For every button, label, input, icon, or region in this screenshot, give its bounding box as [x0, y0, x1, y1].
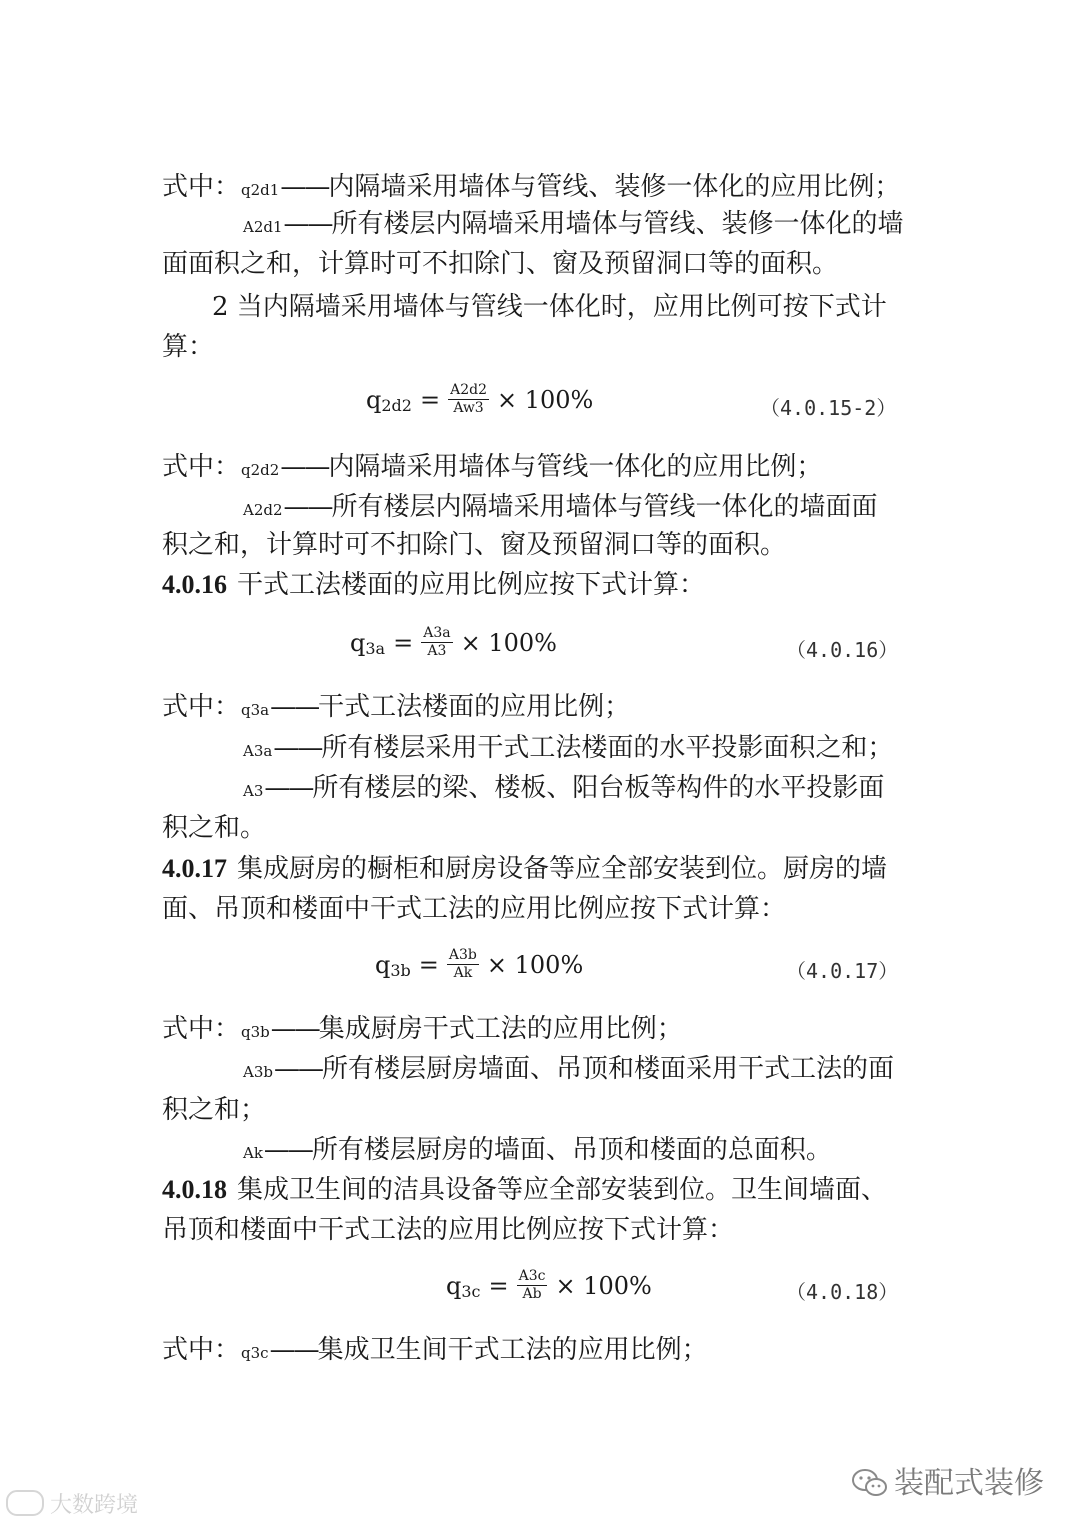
symbol: A3	[243, 782, 264, 800]
text-line-9: 4.0.16 干式工法楼面的应用比例应按下式计算：	[162, 570, 706, 600]
text-line-14: 4.0.17 集成厨房的橱柜和厨房设备等应全部安装到位。厨房的墙	[162, 854, 888, 884]
section-number: 4.0.18	[162, 1175, 227, 1204]
symbol: A2d2	[243, 501, 283, 519]
section-number: 4.0.17	[162, 854, 227, 883]
symbol: q2d2	[241, 461, 280, 479]
symbol: A3b	[243, 1063, 273, 1081]
symbol: q3c	[241, 1344, 269, 1362]
text-line-10: 式中：q3a——干式工法楼面的应用比例；	[162, 692, 631, 722]
watermark-logo-icon	[6, 1490, 44, 1516]
text-line-20: 4.0.18 集成卫生间的洁具设备等应全部安装到位。卫生间墙面、	[162, 1175, 888, 1205]
text-line-15: 面、吊顶和楼面中干式工法的应用比例应按下式计算：	[162, 894, 787, 924]
text-line-7: A2d2——所有楼层内隔墙采用墙体与管线一体化的墙面面	[243, 492, 878, 522]
equation-number: （4.0.18）	[786, 1280, 899, 1304]
text-line-12: A3——所有楼层的梁、楼板、阳台板等构件的水平投影面	[243, 773, 885, 803]
watermark-left: 大数跨境	[6, 1488, 138, 1519]
text-line-6: 式中：q2d2——内隔墙采用墙体与管线一体化的应用比例；	[162, 452, 823, 482]
text-line-4: 2 当内隔墙采用墙体与管线一体化时，应用比例可按下式计	[212, 292, 887, 322]
text-line-13: 积之和。	[162, 813, 267, 843]
symbol: A3a	[243, 742, 273, 760]
text-line-19: Ak——所有楼层厨房的墙面、吊顶和楼面的总面积。	[243, 1135, 832, 1165]
wechat-icon	[852, 1468, 888, 1498]
text-line-17: A3b——所有楼层厨房墙面、吊顶和楼面采用干式工法的面	[243, 1054, 894, 1084]
text-line-5: 算：	[162, 332, 215, 362]
section-number: 4.0.16	[162, 570, 227, 599]
symbol: q3a	[241, 701, 270, 719]
text-line-22: 式中：q3c——集成卫生间干式工法的应用比例；	[162, 1335, 708, 1365]
symbol: q2d1	[241, 181, 280, 199]
formula-4-0-18: q 3c = $\frac{A3c}{Ab}$ × 100%	[446, 1268, 652, 1302]
formula-4-0-15-2: q 2d2 = $\frac{A2d2}{Aw3}$ × 100%	[366, 382, 594, 416]
equation-number: （4.0.15-2）	[760, 396, 897, 420]
watermark-right: 装配式装修	[852, 1458, 1044, 1502]
text-line-1: 式中：q2d1——内隔墙采用墙体与管线、装修一体化的应用比例；	[162, 172, 901, 202]
text-line-21: 吊顶和楼面中干式工法的应用比例应按下式计算：	[162, 1215, 735, 1245]
text-line-2: A2d1——所有楼层内隔墙采用墙体与管线、装修一体化的墙	[243, 209, 904, 239]
equation-number: （4.0.16）	[786, 638, 899, 662]
symbol: q3b	[241, 1023, 270, 1041]
text-line-8: 积之和，计算时可不扣除门、窗及预留洞口等的面积。	[162, 530, 787, 560]
text-line-16: 式中：q3b——集成厨房干式工法的应用比例；	[162, 1014, 683, 1044]
text-line-18: 积之和；	[162, 1095, 267, 1125]
equation-number: （4.0.17）	[786, 959, 899, 983]
formula-4-0-16: q 3a = $\frac{A3a}{A3}$ × 100%	[350, 625, 557, 659]
text-line-11: A3a——所有楼层采用干式工法楼面的水平投影面积之和；	[243, 733, 894, 763]
formula-4-0-17: q 3b = $\frac{A3b}{Ak}$ × 100%	[375, 947, 584, 981]
text-line-3: 面面积之和，计算时可不扣除门、窗及预留洞口等的面积。	[162, 249, 839, 279]
symbol: Ak	[243, 1144, 263, 1162]
symbol: A2d1	[243, 218, 283, 236]
